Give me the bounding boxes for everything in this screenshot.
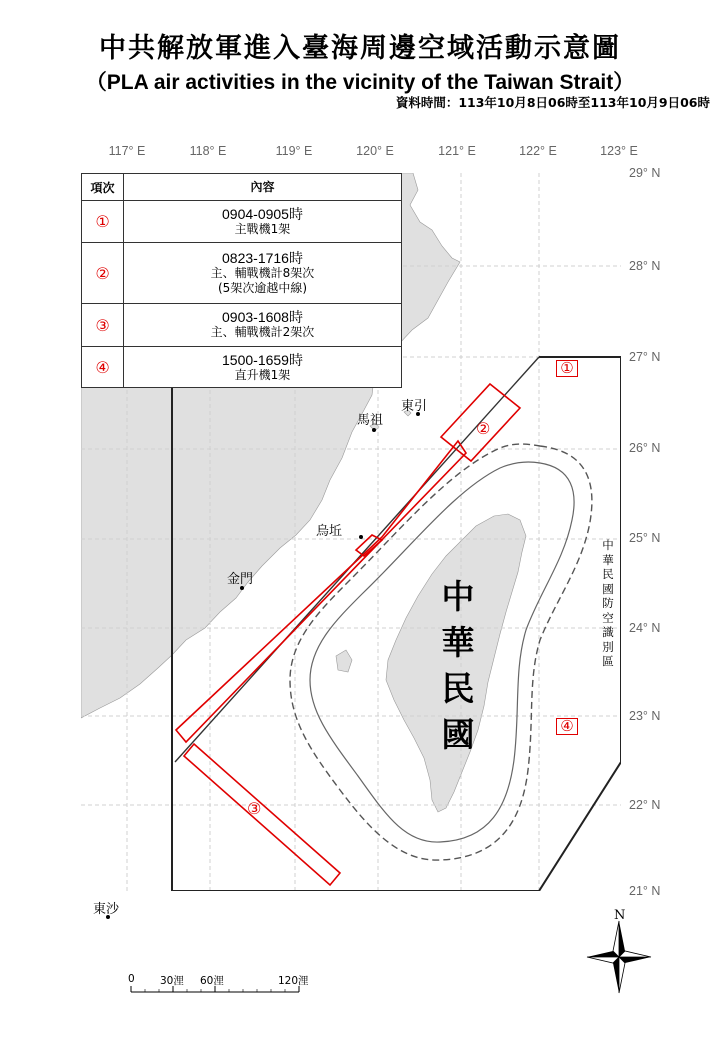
legend-row-time: 0904-0905時: [222, 205, 303, 222]
page-subtitle: （PLA air activities in the vicinity of the Taiwan Strait）: [85, 71, 635, 94]
adiz-char: 中: [602, 538, 614, 552]
compass-rose: [587, 921, 651, 993]
data-period: 資料時間：113年10月8日06時至113年10月9日06時: [395, 95, 710, 110]
adiz-char: 別: [602, 639, 614, 654]
legend-row-desc: 主、輔戰機計2架次: [210, 325, 315, 339]
legend-row-time: 0903-1608時: [222, 309, 303, 325]
place-wuqiu: 烏坵: [316, 524, 343, 539]
zone-4-marker: ④: [556, 718, 578, 735]
scale-label: 60浬: [200, 975, 224, 987]
legend-row-number: ①: [95, 212, 110, 231]
adiz-char: 民: [602, 567, 614, 581]
lat-label: 23° N: [629, 709, 661, 723]
adiz-char: 識: [602, 625, 614, 639]
lat-label: 25° N: [629, 531, 661, 545]
legend-row: [82, 304, 401, 347]
adiz-char: 國: [602, 581, 614, 596]
legend-row-time: 0823-1716時: [222, 249, 303, 266]
adiz-char: 防: [602, 596, 614, 610]
roc-char: 華: [441, 623, 475, 662]
zone-3-label: ③: [247, 799, 262, 818]
roc-char: 民: [441, 669, 475, 708]
lon-label: 120° E: [356, 144, 394, 158]
penghu-islands: [336, 650, 352, 672]
zone-2-label: ②: [476, 419, 491, 438]
roc-char: 中: [441, 577, 475, 616]
scale-label: 0: [128, 973, 135, 985]
lon-label: 123° E: [600, 144, 638, 158]
place-dongyin: 東引: [401, 399, 428, 414]
legend-row-desc: 主、輔戰機計8架次: [210, 265, 315, 280]
wuqiu-dot: [359, 535, 363, 539]
lon-label: 117° E: [108, 144, 146, 158]
legend-row-time: 1500-1659時: [222, 351, 303, 368]
legend-row: [82, 243, 401, 304]
lat-label: 28° N: [629, 259, 661, 273]
lat-label: 24° N: [629, 621, 661, 635]
lat-label: 26° N: [629, 441, 661, 455]
place-dongsha: 東沙: [93, 902, 120, 917]
adiz-char: 區: [602, 654, 614, 668]
legend-row-number: ②: [95, 263, 110, 283]
matsu-dot: [372, 428, 376, 432]
scale-label: 30浬: [160, 975, 184, 987]
legend-col-content: 內容: [250, 179, 275, 194]
lat-label: 22° N: [629, 798, 661, 812]
scale-label: 120浬: [278, 975, 309, 987]
page-title: 中共解放軍進入臺海周邊空域活動示意圖: [99, 33, 621, 64]
legend-table: [81, 173, 402, 388]
adiz-char: 空: [602, 610, 614, 625]
legend-row-desc: 主戰機1架: [234, 221, 291, 236]
legend-col-item: 項次: [82, 174, 124, 200]
lon-label: 119° E: [275, 144, 313, 158]
legend-row-number: ③: [95, 315, 110, 335]
adiz-label: [601, 538, 615, 669]
lat-label: 27° N: [629, 350, 661, 364]
lon-label: 118° E: [189, 144, 227, 158]
roc-label: [438, 574, 478, 758]
lat-label: 21° N: [629, 884, 661, 898]
legend-header: [82, 174, 401, 201]
legend-row-desc: (5架次逾越中線): [218, 280, 307, 295]
legend-row-desc: 直升機1架: [234, 367, 291, 382]
legend-row-number: ④: [95, 358, 110, 377]
compass-north-label: N: [614, 908, 626, 923]
zone-3-box: [184, 744, 340, 885]
lat-label: 29° N: [629, 166, 661, 180]
zone-1-marker: ①: [556, 360, 578, 377]
legend-row: [82, 347, 401, 388]
lon-label: 122° E: [519, 144, 557, 158]
adiz-char: 華: [602, 552, 614, 567]
place-matsu: 馬祖: [357, 413, 384, 428]
roc-char: 國: [441, 715, 475, 754]
lon-label: 121° E: [438, 144, 476, 158]
place-kinmen: 金門: [227, 572, 254, 587]
legend-row: [82, 201, 401, 243]
